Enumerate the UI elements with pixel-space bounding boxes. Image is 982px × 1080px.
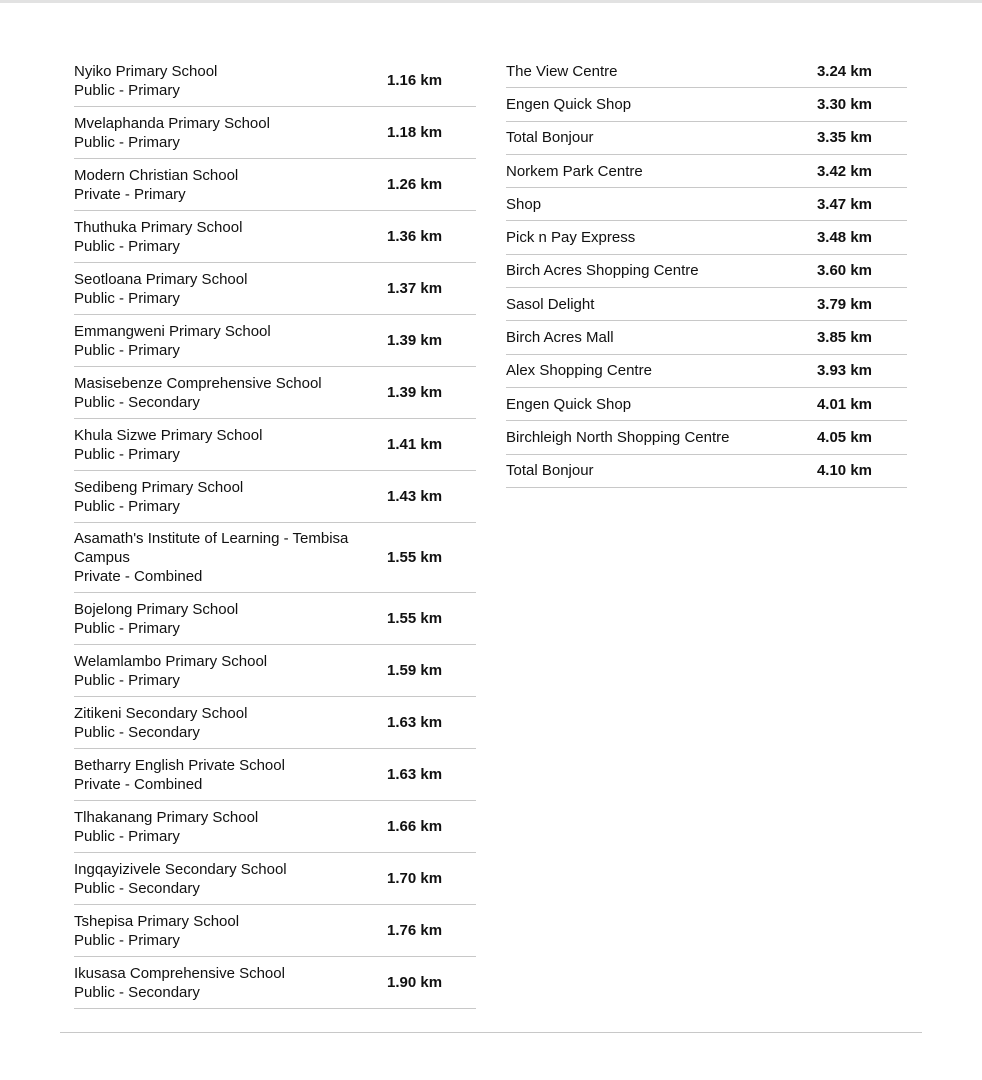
school-type: Public - Secondary [74,983,200,1001]
shop-distance: 4.05 km [816,428,872,446]
school-name: Tlhakanang Primary School [74,808,259,826]
shop-row [506,155,907,188]
school-name: Sedibeng Primary School [74,478,244,496]
shop-distance: 3.30 km [816,95,872,113]
school-name: Modern Christian School [74,166,239,184]
shop-row [506,455,907,488]
shop-name: Engen Quick Shop [506,95,632,113]
school-info [74,478,364,516]
school-type: Public - Primary [74,289,180,307]
school-distance: 1.66 km [387,818,443,835]
shop-name: Pick n Pay Express [506,229,636,247]
school-row [74,749,476,801]
school-row [74,367,476,419]
school-type: Public - Primary [74,445,180,463]
schools-list [74,55,476,1009]
shop-distance: 4.10 km [816,462,872,480]
top-divider [0,0,982,3]
school-info [74,756,364,794]
school-distance: 1.37 km [387,280,443,297]
shop-distance: 3.35 km [816,129,872,147]
school-name: Ikusasa Comprehensive School [74,964,285,982]
school-type: Public - Secondary [74,393,200,411]
school-name: Emmangweni Primary School [74,322,271,340]
shop-name: Birch Acres Mall [506,329,614,347]
school-type: Private - Combined [74,568,203,585]
school-distance: 1.43 km [387,488,443,505]
school-type: Private - Combined [74,775,203,793]
school-row [74,697,476,749]
school-info [74,860,364,898]
school-distance: 1.18 km [387,124,443,141]
shop-distance: 3.47 km [816,195,872,213]
school-row [74,801,476,853]
shop-row [506,388,907,421]
shop-name: Norkem Park Centre [506,162,643,180]
shop-name: Birch Acres Shopping Centre [506,262,699,280]
school-row [74,853,476,905]
school-row [74,263,476,315]
shop-row [506,421,907,454]
school-type: Public - Primary [74,237,180,255]
school-row [74,107,476,159]
shop-distance: 3.85 km [816,329,872,347]
school-info [74,912,364,950]
school-distance: 1.16 km [387,72,443,89]
school-name: Welamlambo Primary School [74,652,268,670]
school-name: Seotloana Primary School [74,270,248,288]
shop-row [506,321,907,354]
shop-distance: 3.24 km [816,62,872,80]
shop-name: Total Bonjour [506,462,594,480]
school-info [74,62,364,100]
school-name: Ingqayizivele Secondary School [74,860,287,878]
school-info [74,270,364,308]
school-type: Public - Primary [74,619,180,637]
school-row [74,55,476,107]
school-distance: 1.55 km [387,549,443,566]
school-type: Public - Primary [74,341,180,359]
school-name: Zitikeni Secondary School [74,704,248,722]
school-name: Tshepisa Primary School [74,912,240,930]
shop-name: Sasol Delight [506,295,595,313]
shop-distance: 4.01 km [816,395,872,413]
school-type: Public - Secondary [74,879,200,897]
school-distance: 1.63 km [387,766,443,783]
school-info [74,218,364,256]
shop-name: The View Centre [506,62,618,80]
school-type: Public - Primary [74,827,180,845]
school-info [74,529,364,586]
school-type: Public - Secondary [74,723,200,741]
school-distance: 1.70 km [387,870,443,887]
shop-row [506,288,907,321]
school-distance: 1.59 km [387,662,443,679]
school-info [74,964,364,1002]
shop-name: Birchleigh North Shopping Centre [506,428,730,446]
school-info [74,808,364,846]
school-row [74,593,476,645]
shop-row [506,188,907,221]
shop-name: Alex Shopping Centre [506,362,652,380]
shops-list [506,55,907,488]
shop-name: Shop [506,195,542,213]
shop-distance: 3.42 km [816,162,872,180]
school-name: Asamath's Institute of Learning - Tembisa Campus [74,530,349,566]
school-distance: 1.39 km [387,332,443,349]
school-info [74,114,364,152]
school-info [74,600,364,638]
school-distance: 1.76 km [387,922,443,939]
school-name: Bojelong Primary School [74,600,239,618]
school-row [74,645,476,697]
school-distance: 1.41 km [387,436,443,453]
school-row [74,419,476,471]
school-name: Thuthuka Primary School [74,218,243,236]
school-type: Public - Primary [74,497,180,515]
school-name: Mvelaphanda Primary School [74,114,270,132]
school-name: Betharry English Private School [74,756,285,774]
school-row [74,523,476,593]
school-name: Khula Sizwe Primary School [74,426,263,444]
shop-name: Total Bonjour [506,129,594,147]
school-row [74,471,476,523]
school-row [74,315,476,367]
shop-distance: 3.93 km [816,362,872,380]
shop-name: Engen Quick Shop [506,395,632,413]
shop-distance: 3.48 km [816,229,872,247]
school-info [74,704,364,742]
school-row [74,905,476,957]
school-distance: 1.39 km [387,384,443,401]
school-info [74,322,364,360]
school-type: Public - Primary [74,133,180,151]
school-type: Public - Primary [74,81,180,99]
shop-row [506,55,907,88]
school-distance: 1.55 km [387,610,443,627]
school-name: Masisebenze Comprehensive School [74,374,322,392]
school-type: Private - Primary [74,185,186,203]
shop-distance: 3.79 km [816,295,872,313]
school-row [74,957,476,1009]
shop-distance: 3.60 km [816,262,872,280]
school-distance: 1.63 km [387,714,443,731]
school-info [74,374,364,412]
school-type: Public - Primary [74,671,180,689]
school-info [74,426,364,464]
shop-row [506,255,907,288]
school-distance: 1.90 km [387,974,443,991]
shop-row [506,221,907,254]
school-info [74,652,364,690]
school-row [74,211,476,263]
shop-row [506,355,907,388]
bottom-divider [60,1032,922,1033]
school-type: Public - Primary [74,931,180,949]
school-row [74,159,476,211]
shop-row [506,122,907,155]
school-distance: 1.26 km [387,176,443,193]
school-info [74,166,364,204]
shop-row [506,88,907,121]
school-name: Nyiko Primary School [74,62,218,80]
school-distance: 1.36 km [387,228,443,245]
